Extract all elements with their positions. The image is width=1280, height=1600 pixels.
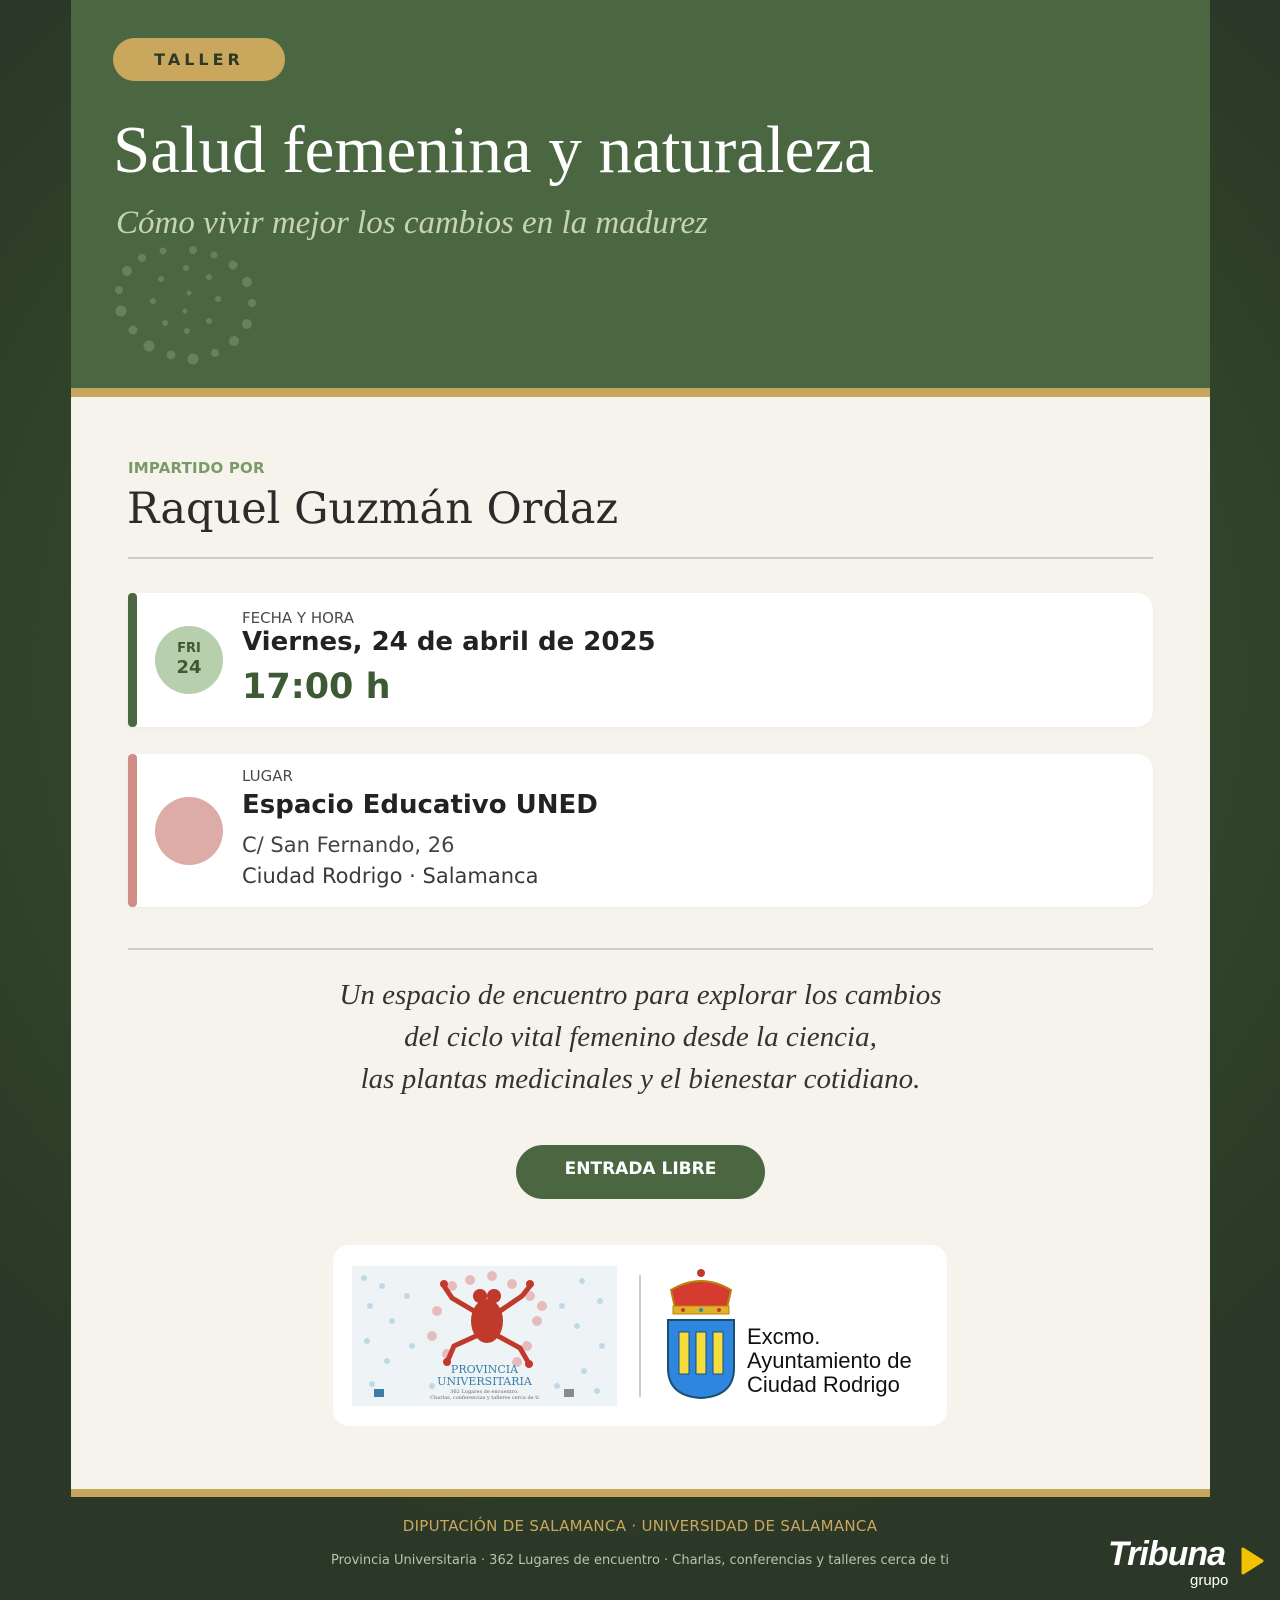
date-card-accent [128,593,137,727]
event-description [128,974,1153,1100]
calendar-day-number: 24 [176,657,202,678]
speaker-eyebrow: IMPARTIDO POR [128,459,265,477]
sponsor-logos-panel [333,1245,947,1426]
calendar-day-abbr: FRI [177,641,201,656]
poster-sheet [71,0,1210,1497]
ayuntamiento-logo-text [747,1325,912,1397]
hero-header [71,0,1210,388]
category-badge: TALLER [113,38,285,81]
event-subtitle: Cómo vivir mejor los cambios en la madurez [116,205,708,241]
footer-organizers: DIPUTACIÓN DE SALAMANCA · UNIVERSIDAD DE SALAMANCA [402,1517,878,1535]
date-label: FECHA Y HORA [242,609,354,627]
venue-name: Espacio Educativo UNED [242,790,598,820]
date-card [128,593,1153,727]
logo-tagline: 362 Lugares de encuentro. [450,1389,519,1395]
place-card-accent [128,754,137,907]
footer-tagline: Provincia Universitaria · 362 Lugares de encuentro · Charlas, conferencias y talleres cerca de ti [330,1553,950,1568]
logo-separator [639,1275,641,1397]
location-dot-icon [155,797,223,865]
section-divider [128,557,1153,559]
logo-title-line: UNIVERSITARIA [437,1375,532,1388]
venue-city: Ciudad Rodrigo · Salamanca [242,864,539,888]
ayuntamiento-line: Ayuntamiento de [747,1348,912,1373]
place-label: LUGAR [242,767,293,785]
coat-of-arms-icon [663,1268,739,1400]
venue-street: C/ San Fernando, 26 [242,833,455,857]
ayuntamiento-line: Excmo. [747,1324,821,1349]
play-triangle-icon [1240,1547,1264,1575]
brand-sub: grupo [1190,1572,1229,1589]
dotted-circle-decoration-icon [91,235,291,375]
footer-divider [71,1489,1210,1497]
place-card [128,754,1153,907]
section-divider [128,948,1153,950]
description-line: del ciclo vital femenino desde la ciencia, [404,1021,877,1053]
provincia-universitaria-logo [352,1266,617,1406]
description-line: las plantas medicinales y el bienestar cotidiano. [360,1063,921,1095]
tribuna-brand-logo [1108,1535,1268,1587]
ayuntamiento-line: Ciudad Rodrigo [747,1372,900,1397]
calendar-day-icon [155,626,223,694]
logo-title-line: PROVINCIA [450,1363,519,1376]
logo-tagline: Charlas, conferencias y talleres cerca de ti [430,1395,539,1401]
event-date: Viernes, 24 de abril de 2025 [242,627,656,657]
brand-name: Tribuna [1108,1535,1226,1573]
event-time: 17:00 h [242,667,391,707]
description-line: Un espacio de encuentro para explorar los cambios [339,979,942,1011]
free-entry-button[interactable]: ENTRADA LIBRE [516,1145,765,1199]
event-title: Salud femenina y naturaleza [113,113,874,187]
hero-divider [71,388,1210,397]
speaker-name: Raquel Guzmán Ordaz [127,484,619,534]
